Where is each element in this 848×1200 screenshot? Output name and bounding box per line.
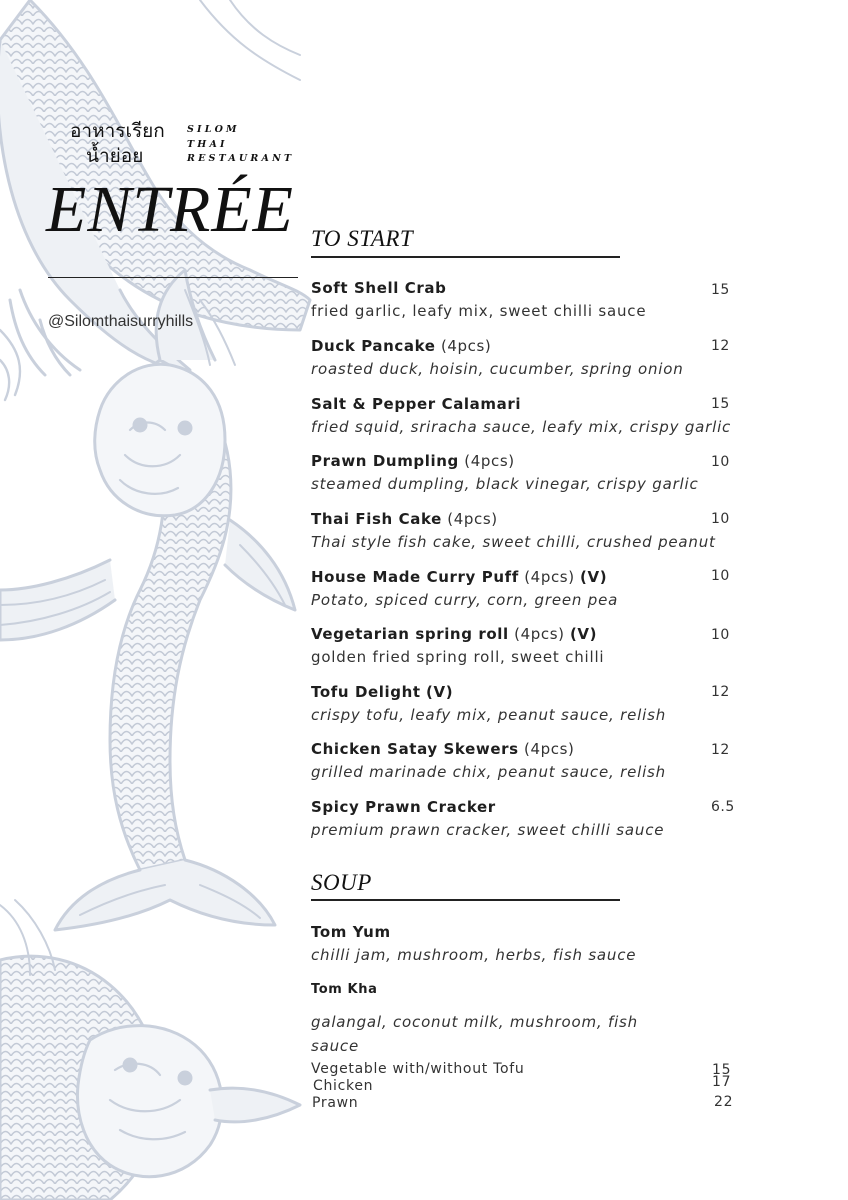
vegetarian-badge: (V): [569, 625, 598, 643]
item-description: chilli jam, mushroom, herbs, fish sauce: [311, 946, 637, 964]
item-quantity: (4pcs): [524, 740, 575, 758]
section-title-to-start: TO START: [311, 226, 414, 251]
item-price: 10: [711, 454, 730, 470]
brand-en-line: SILOM: [187, 124, 240, 135]
item-quantity: (4pcs): [464, 452, 515, 470]
menu-item: [311, 979, 741, 1058]
soup-option-price: 22: [714, 1094, 734, 1110]
item-description: fried squid, sriracha sauce, leafy mix, crispy garlic: [311, 418, 732, 436]
soup-option-price: 17: [712, 1074, 732, 1090]
item-name: Thai Fish Cake: [311, 510, 442, 528]
divider: [48, 277, 298, 278]
section-title-soup: SOUP: [311, 870, 372, 895]
item-quantity: (4pcs): [440, 337, 492, 355]
page-title: ENTRÉE: [46, 173, 294, 246]
item-description: Potato, spiced curry, corn, green pea: [311, 591, 619, 609]
item-price: 10: [711, 568, 730, 584]
brand-en-line: RESTAURANT: [187, 153, 295, 164]
brand-en-line: THAI: [187, 138, 228, 150]
item-price: 10: [711, 511, 730, 527]
item-description: sauce: [311, 1037, 359, 1055]
soup-option: Prawn: [312, 1095, 359, 1111]
koi-middle: [0, 270, 295, 930]
item-description: crispy tofu, leafy mix, peanut sauce, relish: [311, 706, 667, 724]
social-handle: @Silomthaisurryhills: [48, 313, 194, 330]
section-divider: [311, 256, 620, 258]
vegetarian-badge: (V): [426, 683, 454, 701]
item-price: 15: [711, 396, 730, 412]
item-description: grilled marinade chix, peanut sauce, relish: [311, 763, 666, 781]
menu-item: [311, 277, 741, 322]
menu-item: [311, 623, 741, 668]
item-description: steamed dumpling, black vinegar, crispy garlic: [311, 475, 699, 493]
item-price: 10: [711, 627, 730, 643]
brand-thai-line: อาหารเรียก: [70, 120, 165, 142]
section-divider: [311, 899, 620, 901]
item-name: Duck Pancake: [311, 337, 436, 355]
menu-item: [311, 681, 741, 726]
item-name: Tom Kha: [311, 982, 378, 997]
item-description: golden fried spring roll, sweet chilli: [311, 648, 605, 666]
item-price: 12: [711, 338, 730, 354]
item-name: House Made Curry Puff: [311, 568, 519, 586]
menu-item: [311, 566, 741, 611]
soup-option: Vegetable with/without Tofu: [311, 1061, 525, 1077]
soup-option-price: 15: [712, 1062, 732, 1078]
item-name: Soft Shell Crab: [311, 279, 447, 297]
item-name: Tom Yum: [311, 923, 391, 941]
item-price: 12: [711, 742, 730, 758]
koi-bottom: [0, 900, 300, 1200]
menu-item: [311, 508, 741, 553]
item-price: 12: [711, 684, 730, 700]
item-price: 6.5: [711, 799, 735, 815]
item-quantity: (4pcs): [514, 625, 565, 643]
item-quantity: (4pcs): [524, 568, 575, 586]
menu-item: [311, 921, 741, 966]
soup-option: Chicken: [313, 1078, 374, 1094]
brand-logo-thai: [70, 119, 165, 169]
item-name: Prawn Dumpling: [311, 452, 459, 470]
item-price: 15: [711, 282, 730, 298]
item-description: roasted duck, hoisin, cucumber, spring onion: [311, 360, 684, 378]
item-name: Tofu Delight: [311, 683, 421, 701]
menu-item: [311, 796, 741, 841]
item-name: Vegetarian spring roll: [311, 625, 509, 643]
menu-item: [311, 450, 741, 495]
menu-item: [311, 335, 741, 380]
item-name: Salt & Pepper Calamari: [311, 395, 522, 413]
menu-item: [311, 393, 741, 438]
item-description: Thai style fish cake, sweet chilli, crushed peanut: [311, 533, 716, 551]
menu-item: [311, 738, 741, 783]
vegetarian-badge: (V): [580, 568, 608, 586]
item-description: fried garlic, leafy mix, sweet chilli sauce: [311, 302, 647, 320]
brand-thai-line: น้ำย่อย: [86, 145, 144, 167]
item-name: Chicken Satay Skewers: [311, 740, 519, 758]
item-description: galangal, coconut milk, mushroom, fish: [311, 1013, 638, 1031]
item-quantity: (4pcs): [447, 510, 498, 528]
item-name: Spicy Prawn Cracker: [311, 798, 496, 816]
item-description: premium prawn cracker, sweet chilli sauce: [311, 821, 665, 839]
brand-logo-english: [187, 123, 294, 167]
